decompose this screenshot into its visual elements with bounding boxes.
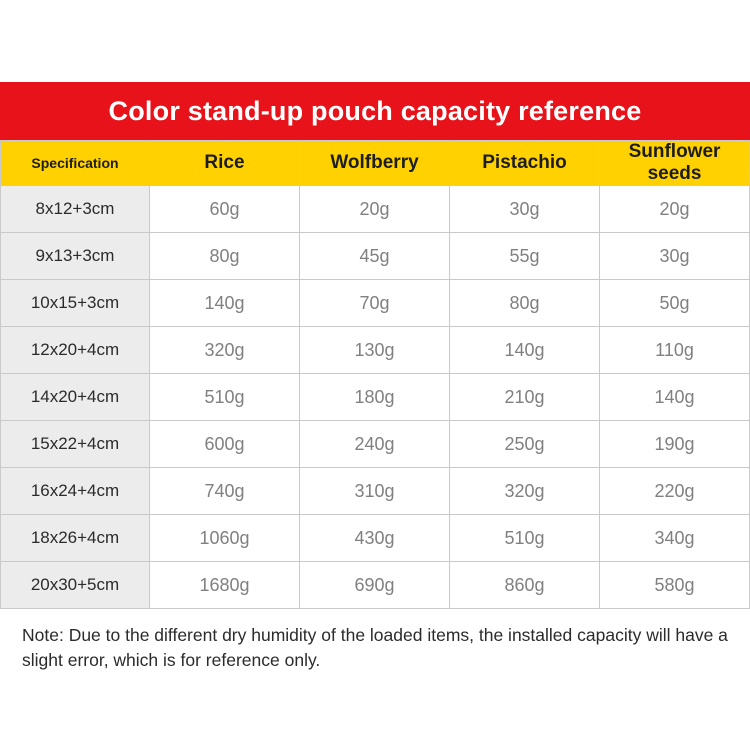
table-header [1, 141, 750, 186]
cell-sunflower-seeds: 340g [600, 515, 750, 562]
cell-sunflower-seeds: 190g [600, 421, 750, 468]
table-body [1, 186, 750, 609]
column-header-sunflower-seeds: Sunflower seeds [600, 141, 750, 186]
cell-wolfberry: 130g [300, 327, 450, 374]
cell-wolfberry: 20g [300, 186, 450, 233]
cell-pistachio: 55g [450, 233, 600, 280]
column-header-rice: Rice [150, 141, 300, 186]
capacity-reference-sheet [0, 82, 750, 674]
cell-rice: 510g [150, 374, 300, 421]
column-header-specification: Specification [1, 141, 150, 186]
cell-spec: 9x13+3cm [1, 233, 150, 280]
capacity-table [0, 140, 750, 609]
cell-pistachio: 30g [450, 186, 600, 233]
cell-pistachio: 250g [450, 421, 600, 468]
cell-pistachio: 140g [450, 327, 600, 374]
cell-wolfberry: 45g [300, 233, 450, 280]
table-row [1, 374, 750, 421]
table-header-row [1, 141, 750, 186]
cell-sunflower-seeds: 50g [600, 280, 750, 327]
cell-spec: 8x12+3cm [1, 186, 150, 233]
cell-spec: 15x22+4cm [1, 421, 150, 468]
cell-pistachio: 320g [450, 468, 600, 515]
cell-sunflower-seeds: 30g [600, 233, 750, 280]
cell-rice: 600g [150, 421, 300, 468]
cell-sunflower-seeds: 220g [600, 468, 750, 515]
cell-rice: 1680g [150, 562, 300, 609]
cell-spec: 18x26+4cm [1, 515, 150, 562]
title-bar [0, 82, 750, 140]
cell-wolfberry: 310g [300, 468, 450, 515]
table-row [1, 421, 750, 468]
table-row [1, 562, 750, 609]
cell-sunflower-seeds: 110g [600, 327, 750, 374]
cell-spec: 12x20+4cm [1, 327, 150, 374]
cell-rice: 740g [150, 468, 300, 515]
cell-sunflower-seeds: 580g [600, 562, 750, 609]
column-header-wolfberry: Wolfberry [300, 141, 450, 186]
cell-wolfberry: 690g [300, 562, 450, 609]
cell-wolfberry: 70g [300, 280, 450, 327]
cell-rice: 1060g [150, 515, 300, 562]
page-title: Color stand-up pouch capacity reference [108, 95, 642, 126]
cell-rice: 80g [150, 233, 300, 280]
cell-pistachio: 510g [450, 515, 600, 562]
cell-spec: 20x30+5cm [1, 562, 150, 609]
cell-pistachio: 860g [450, 562, 600, 609]
cell-spec: 16x24+4cm [1, 468, 150, 515]
table-row [1, 280, 750, 327]
table-row [1, 233, 750, 280]
cell-rice: 60g [150, 186, 300, 233]
cell-spec: 14x20+4cm [1, 374, 150, 421]
cell-wolfberry: 430g [300, 515, 450, 562]
column-header-pistachio: Pistachio [450, 141, 600, 186]
table-row [1, 327, 750, 374]
cell-spec: 10x15+3cm [1, 280, 150, 327]
cell-pistachio: 210g [450, 374, 600, 421]
cell-wolfberry: 180g [300, 374, 450, 421]
cell-sunflower-seeds: 140g [600, 374, 750, 421]
table-row [1, 186, 750, 233]
table-row [1, 468, 750, 515]
table-row [1, 515, 750, 562]
note-text: Note: Due to the different dry humidity of the loaded items, the installed capacity will have a slight error, which is for reference only. [22, 625, 728, 671]
cell-sunflower-seeds: 20g [600, 186, 750, 233]
cell-wolfberry: 240g [300, 421, 450, 468]
cell-pistachio: 80g [450, 280, 600, 327]
cell-rice: 320g [150, 327, 300, 374]
cell-rice: 140g [150, 280, 300, 327]
